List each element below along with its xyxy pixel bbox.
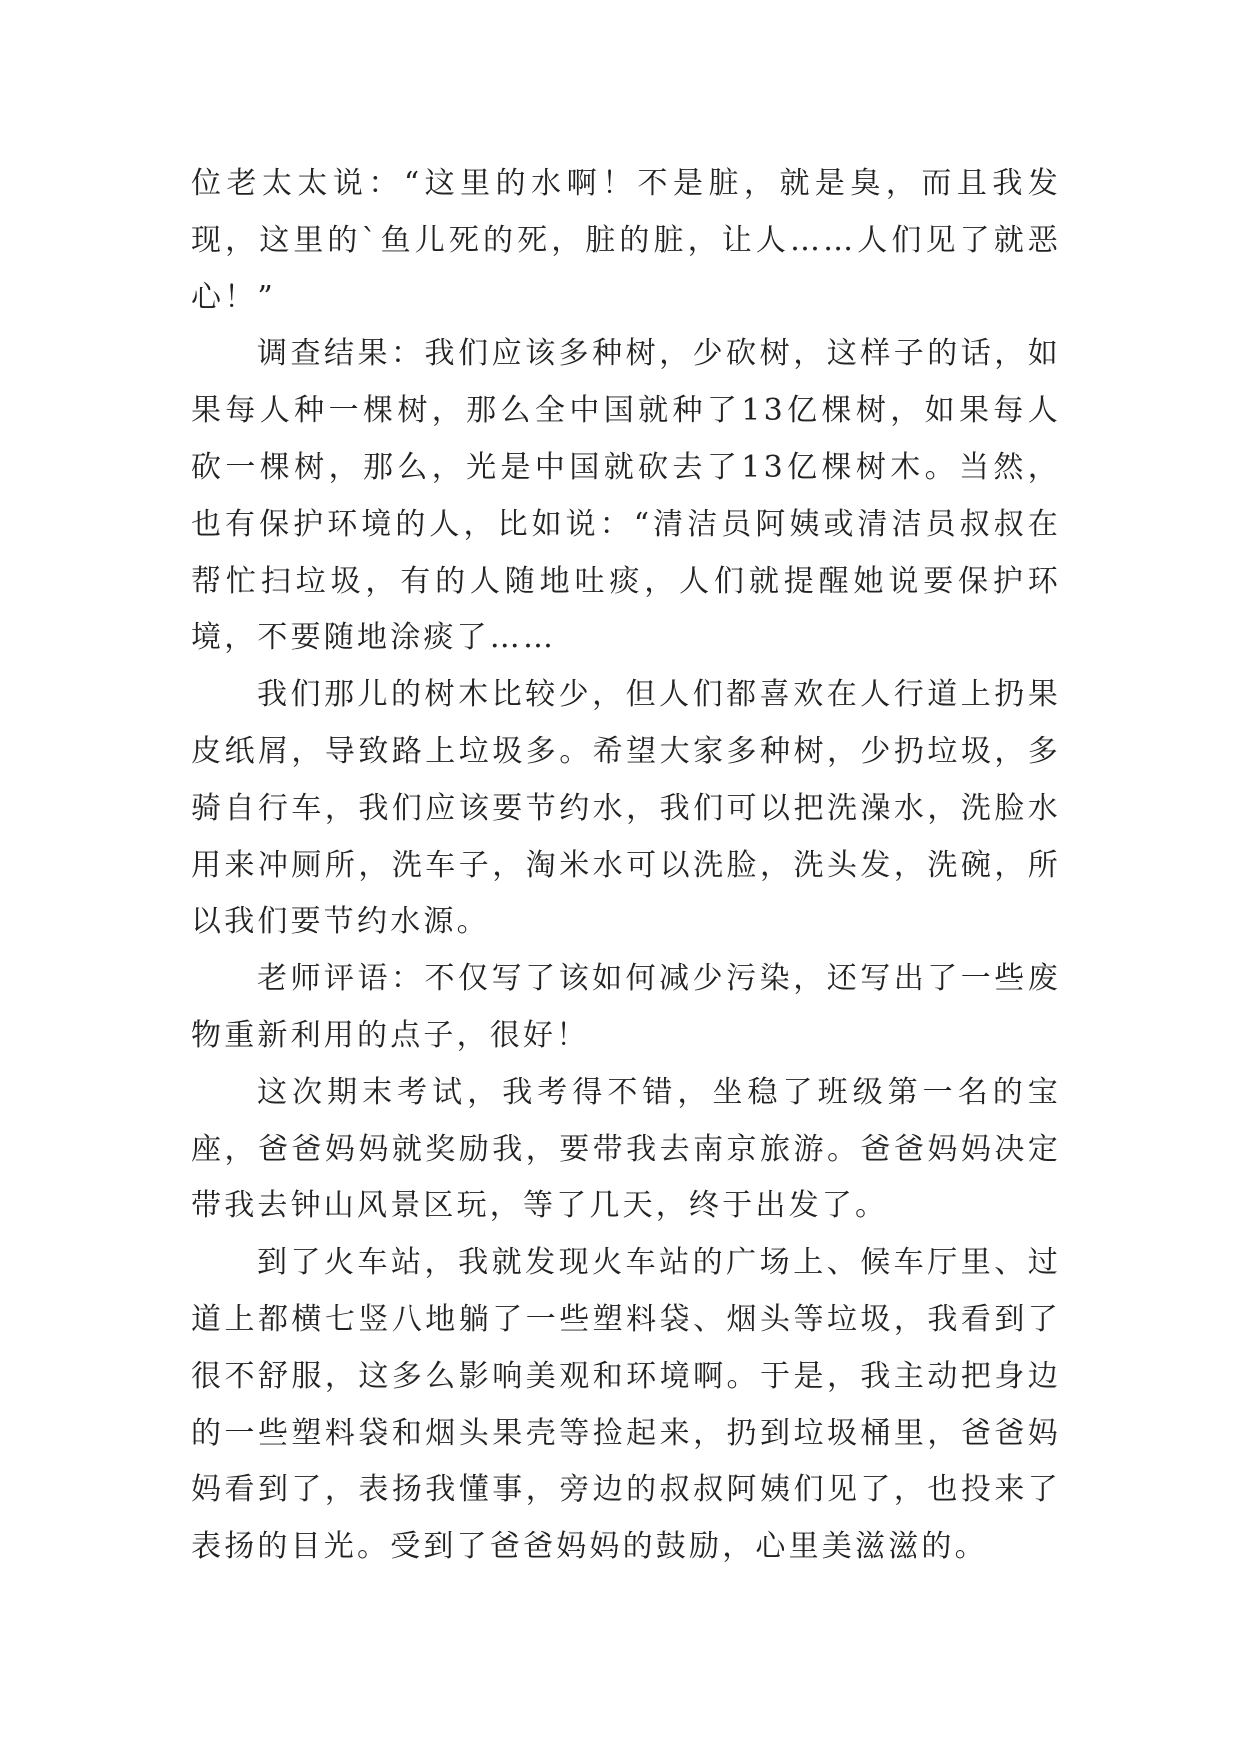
paragraph-continuation: 位老太太说：“这里的水啊！不是脏，就是臭，而且我发现，这里的`鱼儿死的死，脏的脏，让人……人们见了就恶心！” — [191, 166, 1061, 315]
paragraph-survey-result: 调查结果：我们应该多种树，少砍树，这样子的话，如果每人种一棵树，那么全中国就种了13亿棵树，如果每人砍一棵树，那么，光是中国就砍去了13亿棵树木。当然，也有保护环境的人，比如说：“清洁员阿姨或清洁员叔叔在帮忙扫垃圾，有的人随地吐痰，人们就提醒她说要保护环境，不要随地涂痰了…… — [191, 336, 1061, 656]
document-body — [191, 156, 1061, 1576]
paragraph-train-station: 到了火车站，我就发现火车站的广场上、候车厅里、过道上都横七竖八地躺了一些塑料袋、烟头等垃圾，我看到了很不舒服，这多么影响美观和环境啊。于是，我主动把身边的一些塑料袋和烟头果壳等捡起来，扔到垃圾桶里，爸爸妈妈看到了，表扬我懂事，旁边的叔叔阿姨们见了，也投来了表扬的目光。受到了爸爸妈妈的鼓励，心里美滋滋的。 — [191, 1245, 1061, 1565]
paragraph-exam-trip: 这次期末考试，我考得不错，坐稳了班级第一名的宝座，爸爸妈妈就奖励我，要带我去南京旅游。爸爸妈妈决定带我去钟山风景区玩，等了几天，终于出发了。 — [191, 1074, 1061, 1224]
paragraph-suggestions: 我们那儿的树木比较少，但人们都喜欢在人行道上扔果皮纸屑，导致路上垃圾多。希望大家多种树，少扔垃圾，多骑自行车，我们应该要节约水，我们可以把洗澡水，洗脸水用来冲厕所，洗车子，淘米水可以洗脸，洗头发，洗碗，所以我们要节约水源。 — [191, 677, 1061, 940]
paragraph-teacher-comment: 老师评语：不仅写了该如何减少污染，还写出了一些废物重新利用的点子，很好！ — [191, 961, 1061, 1053]
